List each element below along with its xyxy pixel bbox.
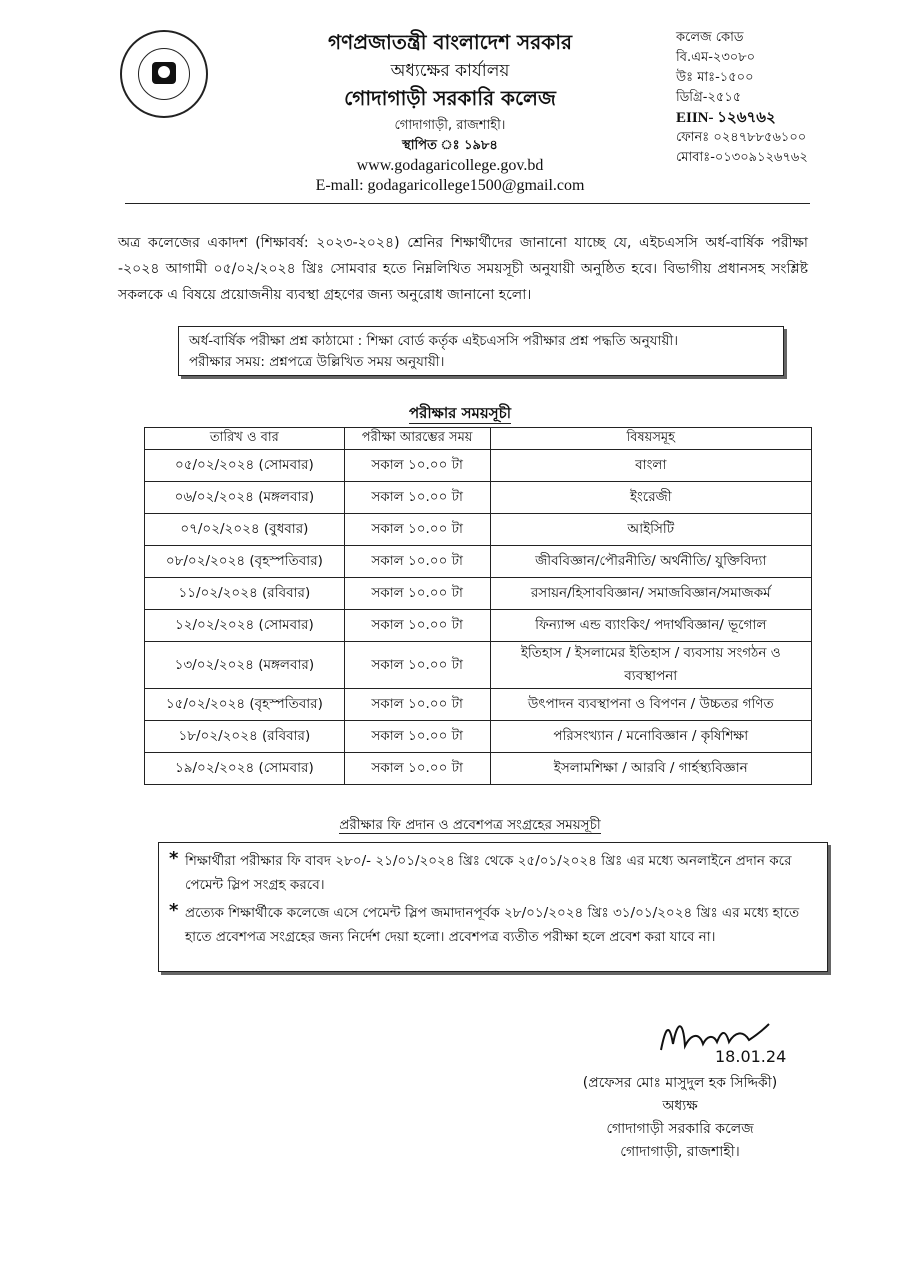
row-subjects: ইসলামশিক্ষা / আরবি / গার্হস্থ্যবিজ্ঞান: [490, 753, 811, 785]
exam-notes-box: [178, 326, 784, 376]
row-time: সকাল ১০.০০ টা: [344, 482, 490, 514]
table-row: [145, 450, 812, 482]
office-name: অধ্যক্ষের কার্যালয়: [390, 61, 510, 81]
mobile-number: মোবাঃ-০১৩০৯১২৬৭৬২: [676, 150, 808, 165]
code-bm: বি.এম-২৩০৮০: [676, 50, 756, 65]
website-link[interactable]: www.godagaricollege.gov.bd: [356, 157, 544, 174]
header-divider: [125, 203, 810, 204]
college-seal-logo: [120, 30, 208, 118]
table-row: [145, 753, 812, 785]
row-date: ১৯/০২/২০২৪ (সোমবার): [145, 753, 345, 785]
row-time: সকাল ১০.০০ টা: [344, 721, 490, 753]
code-degree: ডিগ্রি-২৫১৫: [676, 90, 742, 105]
signature-date: 18.01.24: [715, 1047, 787, 1066]
signatory-name: (প্রফেসর মোঃ মাসুদুল হক সিদ্দিকী): [582, 1075, 778, 1091]
table-header-row: [145, 428, 812, 450]
fee-item-text: প্রত্যেক শিক্ষার্থীকে কলেজে এসে পেমেন্ট স্লিপ জমাদানপূর্বক ২৮/০১/২০২৪ খ্রিঃ ৩১/০১/২০২৪ খ্রিঃ এর মধ্যে হাতে হাতে প্রবেশপত্র সংগ্রহের জন্য নির্দেশ দেয়া হলো। প্রবেশপত্র ব্যতীত পরীক্ষা হলে প্রবেশ করা যাবে না।: [185, 905, 800, 945]
exam-schedule-table: [144, 427, 812, 785]
row-time: সকাল ১০.০০ টা: [344, 753, 490, 785]
table-row: [145, 482, 812, 514]
row-time: সকাল ১০.০০ টা: [344, 689, 490, 721]
row-subjects: ইতিহাস / ইসলামের ইতিহাস / ব্যবসায় সংগঠন ও ব্যবস্থাপনা: [490, 642, 811, 689]
schedule-title: পরীক্ষার সময়সূচী: [408, 404, 512, 422]
established-year: স্থাপিত ঃ ১৯৮৪: [402, 138, 498, 153]
row-date: ০৭/০২/২০২৪ (বুধবার): [145, 514, 345, 546]
row-subjects: আইসিটি: [490, 514, 811, 546]
row-subjects: রসায়ন/হিসাববিজ্ঞান/ সমাজবিজ্ঞান/সমাজকর্ম: [490, 578, 811, 610]
row-date: ০৮/০২/২০২৪ (বৃহস্পতিবার): [145, 546, 345, 578]
email-address[interactable]: E-mall: godagaricollege1500@gmail.com: [315, 177, 585, 194]
row-time: সকাল ১০.০০ টা: [344, 642, 490, 689]
fee-item: [169, 901, 817, 949]
handwritten-signature: [655, 1010, 795, 1070]
row-date: ১২/০২/২০২৪ (সোমবার): [145, 610, 345, 642]
signatory-college: গোদাগাড়ী সরকারি কলেজ: [606, 1121, 754, 1137]
header-time: পরীক্ষা আরম্ভের সময়: [344, 428, 490, 450]
government-name: গণপ্রজাতন্ত্রী বাংলাদেশ সরকার: [328, 30, 572, 54]
college-name: গোদাগাড়ী সরকারি কলেজ: [344, 86, 556, 110]
fee-item-text: শিক্ষার্থীরা পরীক্ষার ফি বাবদ ২৮০/- ২১/০১/২০২৪ খ্রিঃ থেকে ২৫/০১/২০২৪ খ্রিঃ এর মধ্যে অনলাইনে প্রদান করে পেমেন্ট স্লিপ সংগ্রহ করবে।: [185, 853, 792, 893]
table-row: [145, 642, 812, 689]
table-row: [145, 689, 812, 721]
row-time: সকাল ১০.০০ টা: [344, 514, 490, 546]
row-time: সকাল ১০.০০ টা: [344, 450, 490, 482]
letterhead: [300, 28, 600, 196]
row-time: সকাল ১০.০০ টা: [344, 610, 490, 642]
fee-section-title: প্ররীক্ষার ফি প্রদান ও প্রবেশপত্র সংগ্রহের সময়সূচী: [339, 817, 601, 833]
row-date: ১১/০২/২০২৪ (রবিবার): [145, 578, 345, 610]
signatory-title: অধ্যক্ষ: [662, 1098, 698, 1114]
row-date: ১৮/০২/২০২৪ (রবিবার): [145, 721, 345, 753]
note-question-structure: অর্ধ-বার্ষিক পরীক্ষা প্রশ্ন কাঠামো : শিক্ষা বোর্ড কর্তৃক এইচএসসি পরীক্ষার প্রশ্ন পদ্ধতি অনুযায়ী।: [189, 333, 679, 349]
table-row: [145, 546, 812, 578]
row-date: ০৬/০২/২০২৪ (মঙ্গলবার): [145, 482, 345, 514]
row-subjects: বাংলা: [490, 450, 811, 482]
phone-number: ফোনঃ ০২৪৭৮৮৫৬১০০: [676, 130, 807, 145]
signatory-location: গোদাগাড়ী, রাজশাহী।: [620, 1144, 740, 1160]
table-row: [145, 610, 812, 642]
note-exam-duration: পরীক্ষার সময়: প্রশ্নপত্রে উল্লিখিত সময় অনুযায়ী।: [189, 354, 445, 370]
row-date: ১৩/০২/২০২৪ (মঙ্গলবার): [145, 642, 345, 689]
row-subjects: উৎপাদন ব্যবস্থাপনা ও বিপণন / উচ্চতর গণিত: [490, 689, 811, 721]
table-row: [145, 514, 812, 546]
header-subjects: বিষয়সমূহ: [490, 428, 811, 450]
table-row: [145, 721, 812, 753]
row-date: ০৫/০২/২০২৪ (সোমবার): [145, 450, 345, 482]
code-hsc: উঃ মাঃ-১৫০০: [676, 70, 754, 85]
asterisk-icon: *: [169, 848, 179, 869]
codes-label: কলেজ কোড: [676, 30, 744, 45]
row-subjects: ইংরেজী: [490, 482, 811, 514]
intro-paragraph: অত্র কলেজের একাদশ (শিক্ষাবর্ষ: ২০২৩-২০২৪) শ্রেনির শিক্ষার্থীদের জানানো যাচ্ছে যে, এইচএসসি অর্ধ-বার্ষিক পরীক্ষা -২০২৪ আগামী ০৫/০২/২০২৪ খ্রিঃ সোমবার হতে নিম্নলিখিত সময়সূচী অনুযায়ী অনুষ্ঠিত হবে। বিভাগীয় প্রধানসহ সংশ্লিষ্ট সকলকে এ বিষয়ে প্রয়োজনীয় ব্যবস্থা গ্রহণের জন্য অনুরোধ জানানো হলো।: [118, 235, 808, 303]
fee-item: [169, 849, 817, 897]
table-row: [145, 578, 812, 610]
row-subjects: পরিসংখ্যান / মনোবিজ্ঞান / কৃষিশিক্ষা: [490, 721, 811, 753]
college-codes: [676, 28, 808, 168]
row-subjects: জীববিজ্ঞান/পৌরনীতি/ অর্থনীতি/ যুক্তিবিদ্যা: [490, 546, 811, 578]
fee-instructions-box: [158, 842, 828, 972]
row-date: ১৫/০২/২০২৪ (বৃহস্পতিবার): [145, 689, 345, 721]
code-eiin: EIIN- ১২৬৭৬২: [676, 110, 776, 126]
row-time: সকাল ১০.০০ টা: [344, 546, 490, 578]
signatory-block: [520, 1072, 840, 1164]
asterisk-icon: *: [169, 900, 179, 921]
row-subjects: ফিন্যান্স এন্ড ব্যাংকিং/ পদার্থবিজ্ঞান/ ভূগোল: [490, 610, 811, 642]
row-time: সকাল ১০.০০ টা: [344, 578, 490, 610]
college-location: গোদাগাড়ী, রাজশাহী।: [394, 118, 506, 133]
header-date: তারিখ ও বার: [145, 428, 345, 450]
